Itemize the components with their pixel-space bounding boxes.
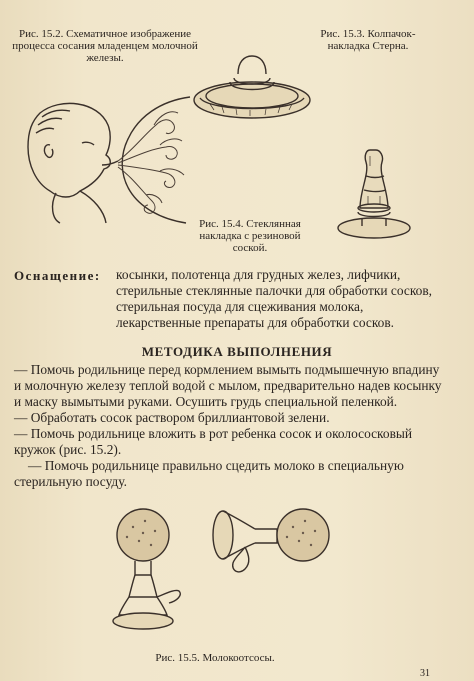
figure-infant-suckling — [20, 95, 195, 225]
page-number: 31 — [420, 668, 430, 679]
caption-fig-15-4: Рис. 15.4. Стеклянная накладка с резиновой соской. — [199, 218, 301, 254]
step-item: — Обработать сосок раствором бриллиантовой зелени. — [14, 410, 330, 425]
figure-breast-pumps — [105, 505, 335, 650]
equipment-label: Оснащение: — [14, 268, 101, 283]
figure-glass-shield-rubber-nipple — [336, 146, 414, 246]
step-item: — Помочь родильнице вложить в рот ребенка сосок и околососковый кружок (рис. 15.2). — [14, 426, 413, 457]
section-title: МЕТОДИКА ВЫПОЛНЕНИЯ — [141, 344, 333, 359]
caption-fig-15-5: Рис. 15.5. Молокоотсосы. — [155, 652, 275, 664]
caption-fig-15-2: Рис. 15.2. Схематичное изображение процесса сосания младенцем молочной железы. — [12, 28, 198, 64]
figure-stern-nipple-shield — [190, 52, 315, 124]
step-item: — Помочь родильнице перед кормлением вымыть подмышечную впадину и молочную железу теплой водой с мылом, предварительно надев косынку и маску вымытыми руками. Осушить грудь специальной пеленкой. — [14, 362, 442, 409]
procedure-steps — [14, 362, 446, 490]
step-item: — Помочь родильнице правильно сцедить молоко в специальную стерильную посуду. — [14, 458, 404, 489]
equipment-text: косынки, полотенца для грудных желез, лифчики, стерильные стеклянные палочки для обработки сосков, стерильная посуда для сцеживания молока, лекарственные препараты для обработки сосков. — [116, 267, 433, 330]
caption-fig-15-3: Рис. 15.3. Колпачок-накладка Стерна. — [320, 28, 416, 52]
